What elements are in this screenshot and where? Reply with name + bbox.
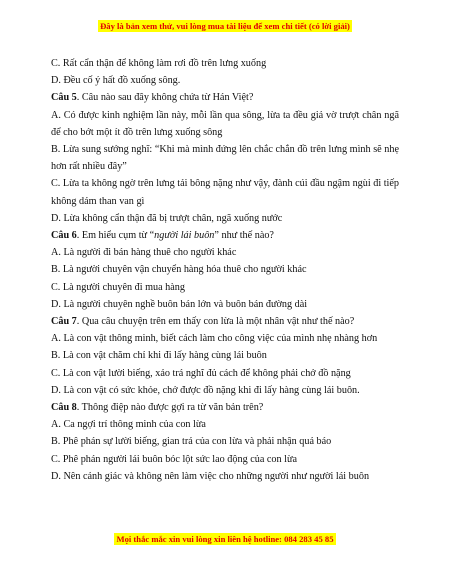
hotline-footer [0,533,450,545]
preview-banner-text: Đây là bản xem thử, vui lòng mua tài liệu để xem chi tiết (có lời giải) [100,21,350,31]
answer-option: B. Phê phán sự lười biếng, gian trá của con lừa và phải nhận quả báo [51,436,332,448]
answer-option: C. Là con vật lười biếng, xảo trá nghĩ đủ cách để không phải chở đồ nặng [51,367,351,379]
question-5 [51,89,399,106]
answer-option: C. Rất cẩn thận để không làm rơi đồ trên lưng xuống [51,58,267,69]
question-text: . Qua câu chuyện trên em thấy con lừa là một nhân vật như thế nào? [76,316,355,328]
answer-option: A. Có được kinh nghiệm lần này, mỗi lần qua sông, lừa ta đều giả vờ trượt chân ngã để cho bớt một ít đồ trên lưng xuống sông [51,109,399,138]
answer-option: C. Là người chuyên đi mua hàng [51,281,185,293]
question-8 [51,399,399,416]
answer-option: D. Nên cảnh giác và không nên làm việc cho những người như người lái buôn [51,470,370,482]
preview-banner [0,20,450,32]
answer-option: A. Là người đi bán hàng thuê cho người khác [51,247,237,259]
answer-option: D. Đều cố ý hất đồ xuống sông. [51,75,181,87]
answer-option: B. Là người chuyên vận chuyển hàng hóa thuê cho người khác [51,264,307,276]
hotline-text: Mọi thắc mắc xin vui lòng xin liên hệ hotline: 084 283 45 85 [116,534,334,544]
question-term: người lái buôn [154,230,215,242]
answer-option: B. Lừa sung sướng nghĩ: “Khi mà mình đứng lên chắc chắn đồ trên lưng mình sẽ nhẹ hơn rất nhiều đây” [51,144,399,173]
question-label: Câu 7 [51,316,77,328]
question-text: . Em hiểu cụm từ “ [76,230,155,242]
question-label: Câu 6 [51,230,77,242]
question-6 [51,227,399,244]
question-label: Câu 5 [51,92,77,104]
document-body [51,55,399,485]
answer-option: A. Là con vật thông minh, biết cách làm cho công việc của mình nhẹ nhàng hơn [51,333,378,345]
question-text: ” như thế nào? [214,230,274,242]
question-label: Câu 8 [51,402,77,414]
answer-option: A. Ca ngợi trí thông minh của con lừa [51,419,206,431]
answer-option: D. Lừa không cẩn thận đã bị trượt chân, ngã xuống nước [51,212,283,224]
answer-option: B. Là con vật chăm chỉ khi đi lấy hàng cùng lái buôn [51,350,267,362]
question-7 [51,313,399,330]
answer-option: C. Phê phán người lái buôn bóc lột sức lao động của con lừa [51,453,298,465]
question-text: . Thông điệp nào được gợi ra từ văn bản trên? [76,402,264,414]
answer-option: D. Là người chuyên nghề buôn bán lớn và buôn bán đường dài [51,298,308,310]
question-text: . Câu nào sau đây không chứa từ Hán Việt? [76,92,254,104]
answer-option: D. Là con vật có sức khỏe, chở được đồ nặng khi đi lấy hàng cùng lái buôn. [51,384,360,396]
answer-option: C. Lừa ta không ngờ trên lưng tải bông nặng như vậy, đành cúi đầu ngậm ngùi đi tiếp không dám than van gì [51,178,399,207]
